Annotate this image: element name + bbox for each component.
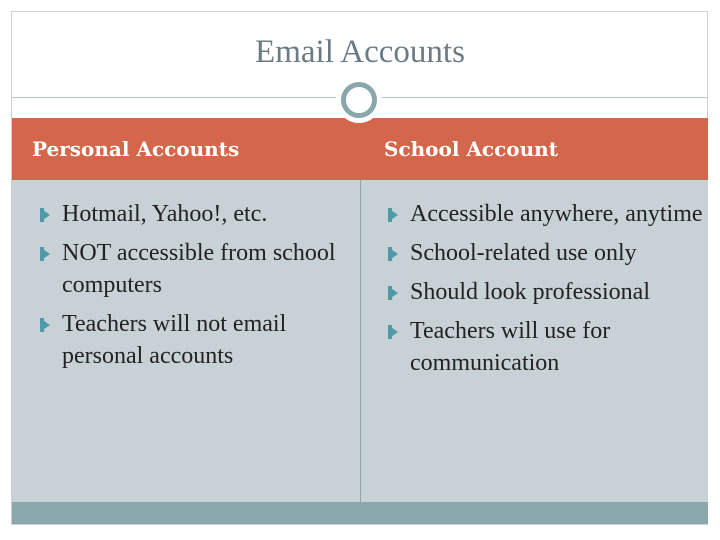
list-item-text: Teachers will not email personal accounts xyxy=(62,311,287,369)
list-item-text: NOT accessible from school computers xyxy=(62,240,336,298)
list-item-text: Hotmail, Yahoo!, etc. xyxy=(62,201,268,227)
list-item xyxy=(40,198,358,230)
slide-title: Email Accounts xyxy=(255,34,465,70)
column-divider xyxy=(360,180,361,502)
list-item xyxy=(40,308,358,372)
personal-accounts-header: Personal Accounts xyxy=(32,137,240,161)
list-item-text: Accessible anywhere, anytime xyxy=(410,201,703,227)
list-item xyxy=(40,237,358,301)
bullet-arrow-icon xyxy=(388,325,398,339)
list-item-text: School-related use only xyxy=(410,240,637,266)
school-account-list xyxy=(388,198,704,386)
bullet-arrow-icon xyxy=(388,286,398,300)
bullet-arrow-icon xyxy=(40,318,50,332)
list-item xyxy=(388,198,704,230)
list-item-text: Should look professional xyxy=(410,279,650,305)
bullet-arrow-icon xyxy=(40,208,50,222)
list-item xyxy=(388,315,704,379)
footer-band xyxy=(12,502,708,524)
bullet-arrow-icon xyxy=(40,247,50,261)
circle-ornament-icon xyxy=(336,77,382,123)
list-item xyxy=(388,276,704,308)
school-account-header: School Account xyxy=(384,137,558,161)
list-item-text: Teachers will use for communication xyxy=(410,318,611,376)
list-item xyxy=(388,237,704,269)
personal-accounts-list xyxy=(40,198,358,379)
bullet-arrow-icon xyxy=(388,247,398,261)
bullet-arrow-icon xyxy=(388,208,398,222)
